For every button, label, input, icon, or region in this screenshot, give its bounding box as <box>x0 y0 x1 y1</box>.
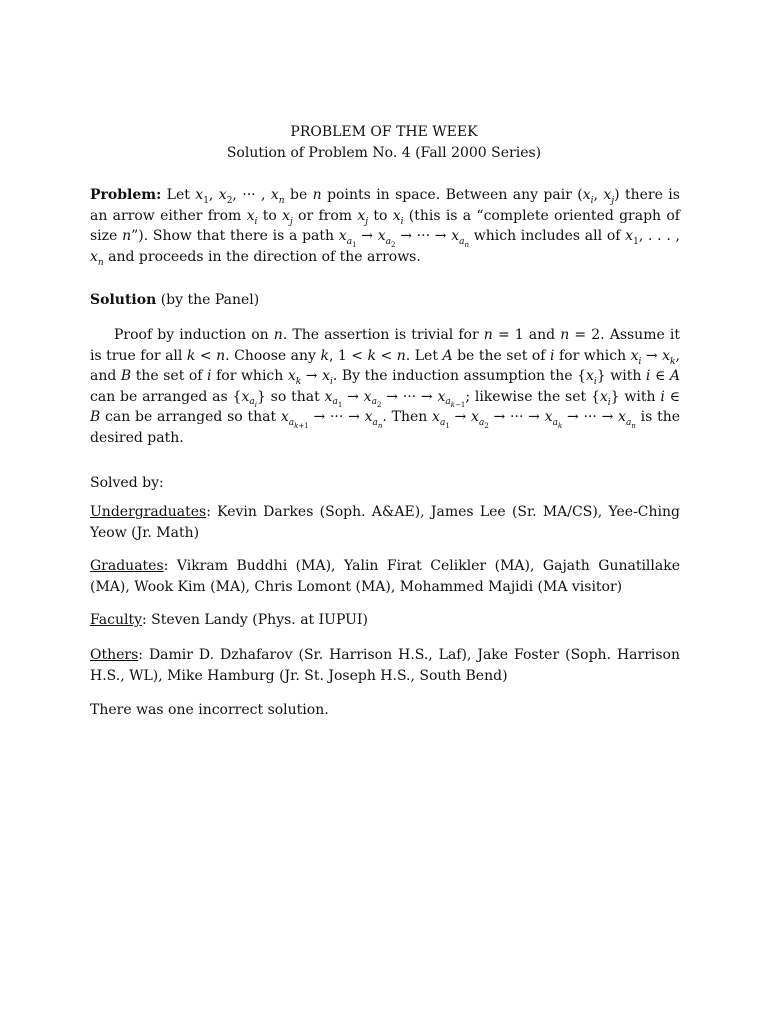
solved-by-heading: Solved by: <box>90 475 164 491</box>
solver-group-graduates <box>90 556 680 597</box>
group-names: : Damir D. Dzhafarov (Sr. Harrison H.S., Laf), Jake Foster (Soph. Harrison H.S., WL), Mike Hamburg (Jr. St. Joseph H.S., South Bend) <box>90 647 680 684</box>
problem-label: Problem: <box>90 187 162 203</box>
problem-text: Let $x_1$, $x_2$, ··· , $x_n$ be n points in space. Between any pair ($x_i$, $x_j$) there is an arrow either from $x_i$ to $x_j$ or from $x_j$ to $x_i$ (this is a “complete oriented graph of size n”). Show that there is a path $x_{a_1} \to x_{a_2}$ → ··· → $x_{a_n}$ which includes all of $x_1$, . . . , $x_n$ and proceeds in the direction of the arrows. <box>90 187 680 268</box>
group-label: Others <box>90 647 139 663</box>
group-label: Faculty <box>90 612 142 628</box>
document-subtitle: Solution of Problem No. 4 (Fall 2000 Series) <box>226 145 542 161</box>
group-names: : Steven Landy (Phys. at IUPUI) <box>141 612 368 628</box>
document-title: PROBLEM OF THE WEEK <box>290 124 478 140</box>
solver-group-undergraduates <box>90 502 680 543</box>
group-label: Graduates <box>90 558 164 574</box>
solution-label: Solution <box>90 292 157 308</box>
group-names: : Kevin Darkes (Soph. A&AE), James Lee (Sr. MA/CS), Yee-Ching Yeow (Jr. Math) <box>90 504 680 541</box>
group-label: Undergraduates <box>90 504 207 520</box>
solution-heading <box>90 290 680 311</box>
solver-group-faculty <box>90 610 680 631</box>
group-names: : Vikram Buddhi (MA), Yalin Firat Celikler (MA), Gajath Gunatillake (MA), Wook Kim (MA), Chris Lomont (MA), Mohammed Majidi (MA visitor) <box>90 558 680 595</box>
solution-by: (by the Panel) <box>160 292 260 308</box>
solver-group-others <box>90 645 680 686</box>
incorrect-solution-note: There was one incorrect solution. <box>90 702 329 718</box>
problem-statement <box>90 185 680 267</box>
solution-body: Proof by induction on n. The assertion is trivial for n = 1 and n = 2. Assume it is true for all k < n. Choose any k, 1 < k < n. Let A be the set of i for which $x_i \to x_k$, and B the set of i for which $x_k \to x_i$. By the induction assumption the $\{x_i\}$ with i ∈ A can be arranged as $\{x_{a_i}\}$ so that $x_{a_1} \to x_{a_2}$ → ··· → $x_{a_{k-1}}$; likewise the set $\{x_i\}$ with i ∈ B can be arranged so that $x_{a_{k+1}}$ → ··· → $x_{a_n}$. Then $x_{a_1} \to x_{a_2}$ → ··· → $x_{a_k}$ → ··· → $x_{a_n}$ is the desired path. <box>90 327 680 446</box>
header <box>0 122 768 164</box>
